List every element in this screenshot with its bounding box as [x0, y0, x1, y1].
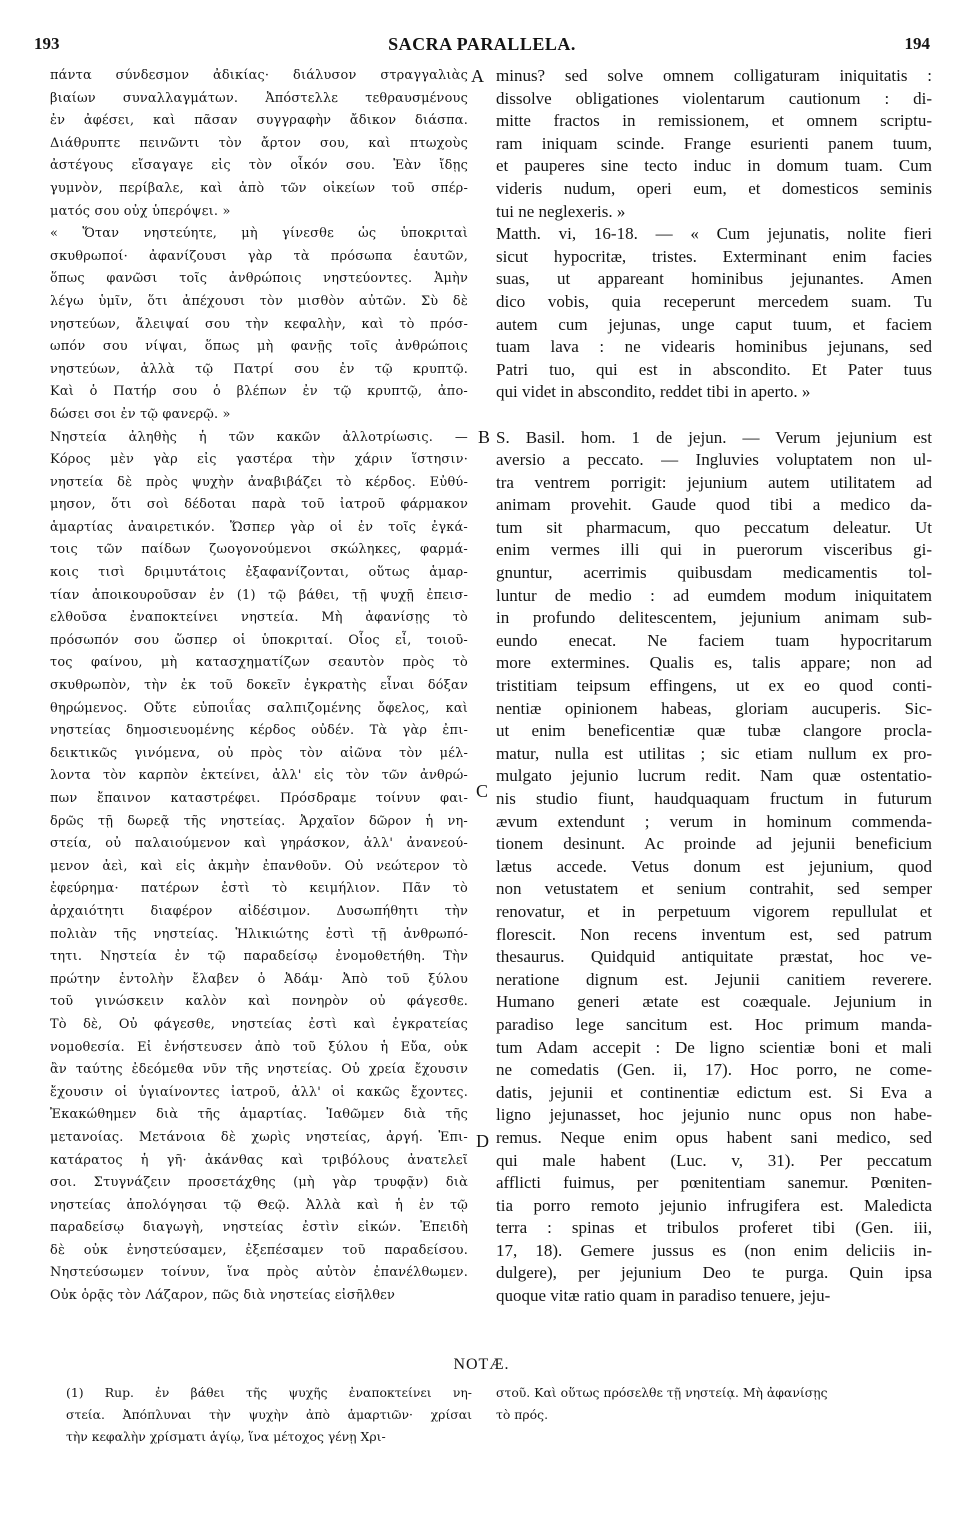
latin-text-line: et pauperes sine tecto induc in domum tuam. Cum	[496, 156, 932, 176]
latin-text-line: nis studio fiunt, haudquaquam fructum in futurum	[496, 789, 932, 808]
greek-text-line: κατάρατος ἡ γῆ· ἀκάνθας καὶ τριβόλους ἀνατελεῖ	[50, 1152, 468, 1168]
note-line: τὴν κεφαλὴν χρίσματι ἁγίῳ, ἵνα μέτοχος γένῃ Χρι-	[66, 1429, 386, 1444]
greek-text-line: ἁμαρτίας ἀναιρετικόν. Ὥσπερ γὰρ οἱ ἐν τοῖς ἐγκά-	[50, 519, 468, 535]
greek-text-line: Τὸ δὲ, Οὐ φάγεσθε, νηστείας ἐστὶ καὶ ἐγκρατείας	[50, 1016, 468, 1032]
greek-text-line: δὲ οὐκ ἐνηστεύσαμεν, ἐξεπέσαμεν τοῦ παραδείσου.	[50, 1242, 468, 1258]
notes-right-column	[496, 1382, 932, 1426]
latin-text-line: dulgere), per jejunium Deo te purga. Quin ipsa	[496, 1263, 932, 1283]
latin-text-line: florescit. Non recens inventum est, sed patrum	[496, 924, 932, 944]
greek-text-line: παραδείσῳ διαγωγὴ, νηστείας ἐστὶν εἰκών. Ἐπειδὴ	[50, 1220, 468, 1236]
latin-text-line: datis, jejunii et continentiæ edictum est. Si Eva a	[496, 1082, 932, 1102]
greek-text-line: τητι. Νηστεία ἐν τῷ παραδείσῳ ἐνομοθετήθη. Τὴν	[50, 949, 468, 965]
latin-text-line: tra ventrem porrigit: jejunium autem utilitatem ad	[496, 472, 932, 492]
latin-text-line: eundo enecat. Ne faciem tuam hypocritarum	[496, 630, 932, 650]
greek-text-line: ἔχουσιν οἱ ὑγιαίνοντες ἰατροῦ, ἀλλ' οἱ κακῶς ἔχοντες.	[50, 1084, 468, 1100]
greek-text-line: δεικτικῶς γινόμενα, οὐ πρὸς τὸν αἰῶνα τὸν μέλ-	[50, 745, 468, 761]
latin-text-line: autem cum jejunas, unge caput tuum, et faciem	[496, 314, 932, 334]
latin-text-line: terra : spinas et tribulos proferet tibi (Gen. iii,	[496, 1218, 932, 1238]
latin-text-line: Humano generi ætate est coæquale. Jejunium in	[496, 992, 932, 1012]
latin-text-line: mitte fractos in remissionem, et omnem scriptu-	[496, 111, 932, 131]
running-title: SACRA PARALLELA.	[388, 34, 576, 54]
latin-text-line: qui videt in abscondito, reddet tibi in aperto. »	[496, 382, 811, 402]
latin-text-line: non vetustatem et senium contrahit, sed semper	[496, 879, 932, 899]
greek-text-line: βιαίων συναλλαγμάτων. Ἀπόστελλε τεθραυσμένους	[50, 90, 468, 106]
latin-text-line: lætus accede. Vetus donum est jejunium, quod	[496, 856, 932, 876]
greek-text-line: ὅπως φανῶσι τοῖς ἀνθρώποις νηστεύοντες. Ἀμὴν	[50, 271, 468, 287]
margin-marker-a: A	[471, 66, 484, 86]
note-line: (1) Rup. ἐν βάθει τῆς ψυχῆς ἐναποκτείνει νη-	[66, 1385, 472, 1400]
latin-text-line: matur, nulla est utilitas ; sic etiam nullum ex pro-	[496, 743, 932, 763]
note-line: τὸ πρός.	[496, 1407, 549, 1422]
greek-text-line: κοις τισὶ δριμυτάτοις ἐξαφανίζονται, οὕτως ἁμαρ-	[50, 565, 468, 581]
latin-text-line: more extermines. Qualis es, talis appare; non ad	[496, 653, 932, 673]
latin-text-line: gnuntur, acerrimis quibusdam medicamentis tol-	[496, 563, 932, 583]
margin-marker-c: C	[476, 781, 489, 801]
latin-text-line: suas, ut appareant hominibus jejunantes. Amen	[496, 269, 932, 289]
greek-text-line: μενον ἀεὶ, καὶ εἰς ἀκμὴν ἐπανθοῦν. Οὐ νεώτερον τὸ	[50, 858, 468, 874]
notes-left-column	[66, 1382, 472, 1448]
latin-text-line: tionem desinunt. Ac proinde ad jejunii beneficium	[496, 834, 932, 854]
latin-text-line: mulgato jejunio lucrum redit. Nam quæ ostentatio-	[496, 766, 932, 786]
latin-text-line: tia porro remoto jejunio infrugifera est. Maledicta	[496, 1195, 932, 1215]
latin-text-line: sicut hypocritæ, tristes. Exterminant enim facies	[496, 246, 932, 266]
greek-text-line: νηστείας ἀπολόγησαι τῷ Θεῷ. Ἀλλὰ καὶ ἡ ἐν τῷ	[50, 1197, 468, 1213]
latin-text-line: videris nudum, operi eum, et domesticos seminis	[496, 178, 932, 198]
latin-text-line: minus? sed solve omnem colligaturam iniquitatis :	[496, 66, 932, 85]
latin-text-line: 17, 18). Gemere jussus es (non enim deliciis in-	[496, 1240, 932, 1260]
greek-text-line: ἀρχαιότητι διαφέρον αἰδέσιμον. Δυσωπήθητι τὴν	[50, 903, 468, 919]
greek-text-line: Οὐκ ὁρᾷς τὸν Λάζαρον, πῶς διὰ νηστείας εἰσῆλθεν	[50, 1288, 396, 1304]
margin-marker-d: D	[476, 1131, 489, 1151]
greek-text-line: μησον, ὅτι σοὶ δέδοται παρὰ τοῦ ἰατροῦ φάρμακον	[50, 497, 468, 513]
latin-text-line: tuam lava : ne videaris hominibus jejunans, sed	[496, 337, 932, 357]
greek-text-column	[50, 65, 468, 1308]
greek-text-line: ελθοῦσα ἐναποκτείνει νηστεία. Μὴ ἀφανίσῃς τὸ	[50, 610, 468, 626]
latin-text-line: qui male habent (Luc. v, 31). Per peccatum	[496, 1150, 932, 1170]
latin-text-line	[496, 404, 932, 427]
greek-text-line: νηστεύων, ἄλειψαί σου τὴν κεφαλὴν, καὶ τὸ πρόσ-	[50, 316, 468, 332]
greek-text-line: Κόρος μὲν γὰρ εἰς γαστέρα τὴν χάριν ἵστησιν·	[50, 452, 468, 468]
notes-title: NOTÆ.	[453, 1356, 510, 1373]
margin-marker-b: B	[478, 427, 491, 447]
latin-text-line: tui ne neglexeris. »	[496, 201, 626, 221]
greek-text-line: νηστείας δημοσιευομένης κέρδος οὐδέν. Τὰ γὰρ ἐπι-	[50, 723, 468, 739]
latin-text-line: nentiæ opinionem habeas, gloriam aucuperis. Sic-	[496, 698, 932, 718]
latin-text-line: ne comedatis (Gen. ii, 17). Hoc porro, ne come-	[496, 1060, 932, 1080]
note-line: στοῦ. Καὶ οὕτως πρόσελθε τῇ νηστείᾳ. Μὴ ἀφανίσῃς	[496, 1385, 828, 1400]
latin-text-line: animam provehit. Gaude quod tibi a medico da-	[496, 495, 932, 515]
page-number-left: 193	[34, 34, 60, 53]
greek-text-line: ωπόν σου νίψαι, ὅπως μὴ φανῇς τοῖς ἀνθρώποις	[50, 339, 468, 355]
greek-text-line: Διάθρυπτε πεινῶντι τὸν ἄρτον σου, καὶ πτωχοὺς	[50, 135, 468, 151]
latin-text-line: ligno jejunasset, hoc jejunio nunc opus non habe-	[496, 1105, 932, 1125]
greek-text-line: νηστεύων, ἀλλὰ τῷ Πατρί σου ἐν τῷ κρυπτῷ.	[50, 361, 468, 377]
latin-text-line: ut enim beneficentiæ quæ tubæ clangore procla-	[496, 721, 932, 741]
latin-text-line: afflicti fuimus, per pœnitentiam sanemur. Pœniten-	[496, 1173, 932, 1193]
greek-text-line: σκυθρωπὸν, τὴν ἐκ τοῦ δοκεῖν ἐγκρατὴς εἶναι δόξαν	[50, 678, 468, 694]
latin-text-line: neratione dignum est. Jejunii canitiem reverere.	[496, 969, 932, 989]
greek-text-line: δώσει σοι ἐν τῷ φανερῷ. »	[50, 406, 231, 422]
greek-text-line: ἐφεύρημα· πατέρων ἐστὶ τὸ κειμήλιον. Πᾶν τὸ	[50, 881, 468, 897]
greek-text-line: πρόσωπόν σου ὥσπερ οἱ ὑποκριταί. Οἷος εἶ, τοιοῦ-	[50, 632, 468, 648]
latin-text-line: tristitiam teipsum effingens, ut ex eo quod conti-	[496, 676, 932, 696]
greek-text-line: τοῦ γινώσκειν καλὸν καὶ πονηρὸν οὐ φάγεσθε.	[50, 994, 468, 1010]
latin-text-line: ram iniquam scinde. Frange esurienti panem tuum,	[496, 133, 932, 153]
latin-text-line: thesaurus. Quidquid antiquitate præstat, hoc ve-	[496, 947, 932, 967]
greek-text-line: Καὶ ὁ Πατήρ σου ὁ βλέπων ἐν τῷ κρυπτῷ, ἀπο-	[50, 384, 468, 400]
greek-text-line: στεία, οὐ παλαιούμενον καὶ γηράσκον, ἀλλ' ἀνανεού-	[50, 836, 468, 852]
greek-text-line: Νηστεύσωμεν τοίνυν, ἵνα πρὸς αὐτὸν ἐπανέλθωμεν.	[50, 1265, 468, 1281]
greek-text-line: ἂν ταύτης ἐδεόμεθα νῦν τῆς νηστείας. Οὐ χρεία ἔχουσιν	[50, 1062, 468, 1078]
latin-text-column	[496, 65, 932, 1308]
latin-text-line: dissolve obligationes violentarum cautionum : di-	[496, 88, 932, 108]
greek-text-line: μετανοίας. Μετάνοια δὲ χωρὶς νηστείας, ἀργή. Ἐπι-	[50, 1129, 468, 1145]
latin-text-line: tum Adam accepit : De ligno scientiæ boni et mali	[496, 1037, 932, 1057]
greek-text-line: δρῶς τῇ δωρεᾷ τῆς νηστείας. Ἀρχαῖον δῶρον ἡ νη-	[50, 813, 468, 829]
greek-text-line: πάντα σύνδεσμον ἀδικίας· διάλυσον στραγγαλιὰς	[50, 68, 468, 83]
greek-text-line: « Ὅταν νηστεύητε, μὴ γίνεσθε ὡς ὑποκριταὶ	[50, 226, 468, 242]
latin-text-line: renovatur, et in perpetuum vigorem repullulat et	[496, 901, 932, 921]
latin-text-line: paradiso lege sancitum est. Hoc primum manda-	[496, 1014, 932, 1034]
greek-text-line: ἀστέγους εἴσαγαγε εἰς τὸν οἶκόν σου. Ἐὰν ἴδῃς	[50, 158, 468, 174]
latin-text-line: ævum extendunt ; verum in hominum commenda-	[496, 811, 932, 831]
page-header	[34, 34, 930, 56]
latin-text-line: Matth. vi, 16-18. — « Cum jejunatis, nolite fieri	[496, 224, 932, 244]
greek-text-line: πολιὰν τῆς νηστείας. Ἡλικιώτης ἐστὶ τῇ ἀνθρωπό-	[50, 926, 468, 942]
latin-text-line: remus. Neque enim opus habent sani medico, sed	[496, 1127, 932, 1147]
greek-text-line: γυμνὸν, περίβαλε, καὶ ἀπὸ τῶν οἰκείων τοῦ σπέρ-	[50, 180, 468, 196]
latin-text-line: aversio a peccato. — Ingluvies voluptatem non ul-	[496, 450, 932, 470]
greek-text-line: τος φαίνου, μὴ κατασχηματίζων σεαυτὸν πρὸς τὸ	[50, 655, 468, 671]
greek-text-line: λοντα τὸν καρπὸν ἐκτείνει, ἀλλ' εἰς τὸν τῶν ἀνθρώ-	[50, 768, 468, 784]
greek-text-line: πρώτην ἐντολὴν ἔλαβεν ὁ Ἀδάμ· Ἀπὸ τοῦ ξύλου	[50, 971, 468, 987]
latin-text-line: tum sit pharmacum, quo peccatum deleatur. Ut	[496, 517, 932, 537]
greek-text-line: ἐν ἀφέσει, καὶ πᾶσαν συγγραφὴν ἄδικον διάσπα.	[50, 113, 468, 129]
note-line: στεία. Ἀπόπλυναι τὴν ψυχὴν ἀπὸ ἁμαρτιῶν· χρίσαι	[66, 1407, 472, 1422]
greek-text-line: σκυθρωποί· ἀφανίζουσι γὰρ τὰ πρόσωπα ἑαυτῶν,	[50, 248, 468, 264]
latin-text-line: quoque vitæ ratio quam in paradiso tenuere, jeju-	[496, 1286, 831, 1306]
latin-text-line: S. Basil. hom. 1 de jejun. — Verum jejunium est	[496, 427, 932, 447]
latin-text-line: dico vobis, quia receperunt mercedem suam. Tu	[496, 291, 932, 311]
greek-text-line: τοις τῶν παίδων ζωογονούμενοι σκώληκες, φαρμά-	[50, 542, 468, 558]
greek-text-line: νομοθεσία. Εἰ ἐνήστευσεν ἀπὸ τοῦ ξύλου ἡ Εὔα, οὐκ	[50, 1039, 468, 1055]
latin-text-line: in profundo delitescentem, jejunium animam sub-	[496, 608, 932, 628]
greek-text-line: νηστεία δὲ πρὸς ψυχὴν ἀναβιβάζει τὸ κέρδος. Εὐθύ-	[50, 474, 468, 490]
page-number-right: 194	[904, 34, 930, 53]
greek-text-line: τίαν ἀποικουροῦσαν ἐν (1) τῷ βάθει, τῇ ψυχῇ ἐπεισ-	[50, 587, 468, 603]
greek-text-line: λέγω ὑμῖν, ὅτι ἀπέχουσι τὸν μισθὸν αὐτῶν. Σὺ δὲ	[50, 293, 468, 309]
latin-text-line: enim vermes illi qui in puerorum visceribus gi-	[496, 540, 932, 560]
latin-text-line: Patri tuo, qui est in abscondito. Et Pater tuus	[496, 359, 932, 379]
latin-text-line: luntur de medio : ad eumdem modum iniquitatem	[496, 585, 932, 605]
greek-text-line: πων ἔπαινον καταστρέφει. Πρόσδραμε τοίνυν φαι-	[50, 791, 468, 806]
greek-text-line: σοι. Στυγνάζειν προσετάχθης (μὴ γὰρ τρυφᾷν) διὰ	[50, 1175, 468, 1191]
greek-text-line: Ἐκακώθημεν διὰ τῆς ἁμαρτίας. Ἰαθῶμεν διὰ τῆς	[50, 1107, 468, 1123]
greek-text-line: ματός σου οὐχ ὑπερόψει. »	[50, 203, 231, 219]
greek-text-line: Νηστεία ἀληθὴς ἡ τῶν κακῶν ἀλλοτρίωσις. —	[50, 429, 468, 445]
greek-text-line: θηρώμενος. Οὔτε εὐποιΐας σαλπιζομένης ὄφελος, καὶ	[50, 700, 468, 716]
